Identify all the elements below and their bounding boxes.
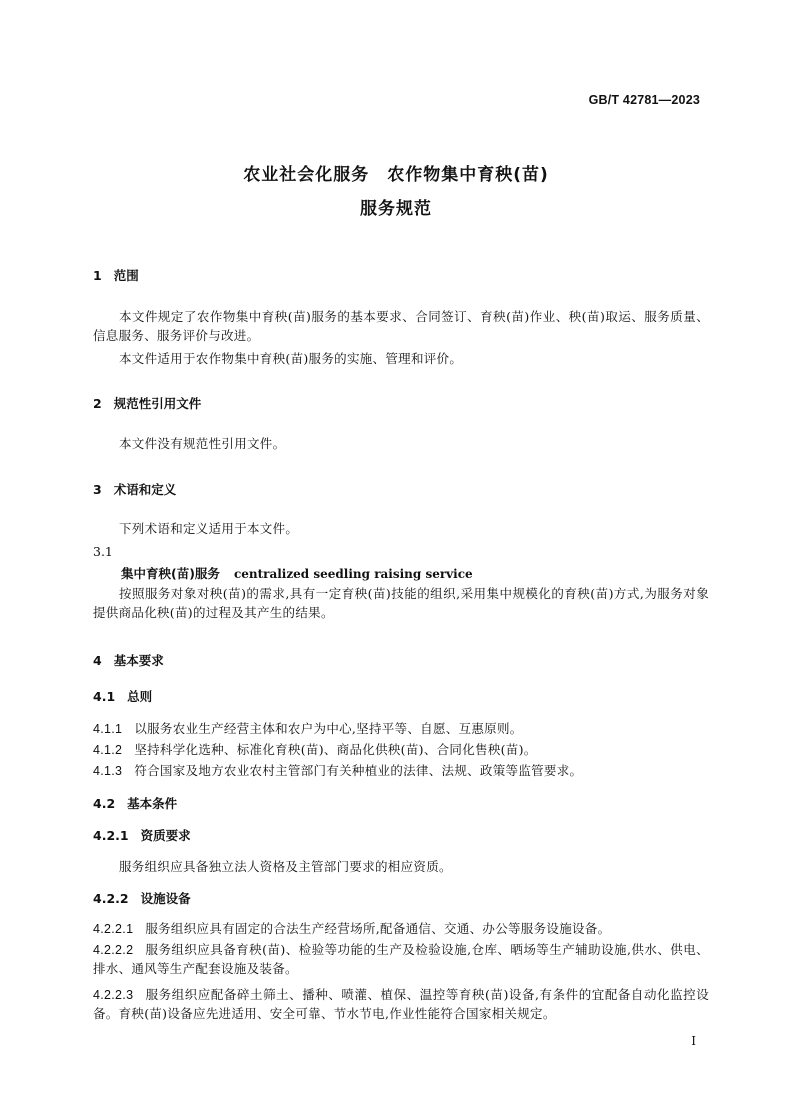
section-number: 2 bbox=[93, 396, 102, 411]
term-entry bbox=[121, 565, 473, 584]
section-title: 基本要求 bbox=[113, 653, 164, 668]
section-title: 设施设备 bbox=[140, 891, 191, 906]
section-3-paragraph-1: 下列术语和定义适用于本文件。 bbox=[119, 521, 299, 536]
clause-number: 4.1.1 bbox=[93, 722, 123, 736]
clause-4-2-2-1 bbox=[93, 920, 709, 939]
clause-text: 服务组织应配备碎土筛土、播种、喷灌、植保、温控等育秧(苗)设备,有条件的宜配备自动化监控设备。育秧(苗)设备应先进适用、安全可靠、节水节电,作业性能符合国家相关规定。 bbox=[93, 987, 709, 1021]
clause-text: 坚持科学化选种、标准化育秧(苗)、商品化供秧(苗)、合同化售秧(苗)。 bbox=[134, 742, 537, 757]
clause-text: 符合国家及地方农业农村主管部门有关种植业的法律、法规、政策等监管要求。 bbox=[134, 763, 583, 778]
term-definition: 按照服务对象对秧(苗)的需求,具有一定育秧(苗)技能的组织,采用集中规模化的育秧(苗)方式,为服务对象提供商品化秧(苗)的过程及其产生的结果。 bbox=[93, 586, 709, 620]
section-title: 术语和定义 bbox=[113, 482, 177, 497]
document-title-line2: 服务规范 bbox=[360, 199, 432, 219]
section-number: 4.2 bbox=[93, 796, 116, 811]
section-4-2-1-paragraph: 服务组织应具备独立法人资格及主管部门要求的相应资质。 bbox=[119, 859, 452, 874]
section-4-2-1-heading bbox=[93, 827, 191, 846]
section-number: 3 bbox=[93, 482, 102, 497]
section-3-heading bbox=[93, 481, 176, 500]
section-title: 规范性引用文件 bbox=[113, 396, 202, 411]
clause-number: 4.2.2.1 bbox=[93, 922, 134, 936]
term-english: centralized seedling raising service bbox=[233, 567, 473, 581]
clause-4-1-3 bbox=[93, 762, 709, 781]
section-4-2-2-heading bbox=[93, 890, 191, 909]
page-number: I bbox=[691, 1034, 696, 1048]
clause-4-2-2-2 bbox=[93, 941, 709, 979]
clause-4-1-2 bbox=[93, 741, 709, 760]
section-title: 范围 bbox=[113, 268, 139, 283]
clause-4-1-1 bbox=[93, 720, 709, 739]
section-number: 4 bbox=[93, 653, 102, 668]
term-chinese: 集中育秧(苗)服务 bbox=[121, 566, 220, 581]
clause-number: 4.2.2.2 bbox=[93, 943, 134, 957]
section-title: 基本条件 bbox=[127, 796, 178, 811]
section-2-heading bbox=[93, 395, 201, 414]
section-title: 资质要求 bbox=[140, 828, 191, 843]
section-number: 4.1 bbox=[93, 689, 116, 704]
section-number: 4.2.2 bbox=[93, 891, 129, 906]
section-4-heading bbox=[93, 652, 164, 671]
section-2-paragraph-1: 本文件没有规范性引用文件。 bbox=[119, 436, 286, 451]
clause-number: 4.1.2 bbox=[93, 743, 123, 757]
section-1-paragraph-1: 本文件规定了农作物集中育秧(苗)服务的基本要求、合同签订、育秧(苗)作业、秧(苗)取运、服务质量、信息服务、服务评价与改进。 bbox=[93, 309, 709, 343]
section-title: 总则 bbox=[127, 689, 153, 704]
clause-text: 以服务农业生产经营主体和农户为中心,坚持平等、自愿、互惠原则。 bbox=[134, 721, 523, 736]
clause-number: 4.1.3 bbox=[93, 764, 123, 778]
section-number: 4.2.1 bbox=[93, 828, 129, 843]
section-1-heading bbox=[93, 267, 139, 286]
section-4-1-heading bbox=[93, 688, 152, 707]
document-title-line1: 农业社会化服务 农作物集中育秧(苗) bbox=[243, 165, 549, 185]
term-number: 3.1 bbox=[93, 544, 113, 559]
clause-number: 4.2.2.3 bbox=[93, 988, 134, 1002]
section-4-2-heading bbox=[93, 795, 177, 814]
section-1-paragraph-2: 本文件适用于农作物集中育秧(苗)服务的实施、管理和评价。 bbox=[119, 351, 463, 366]
clause-4-2-2-3 bbox=[93, 986, 709, 1024]
standard-number: GB/T 42781—2023 bbox=[588, 93, 700, 107]
clause-text: 服务组织应具有固定的合法生产经营场所,配备通信、交通、办公等服务设施设备。 bbox=[145, 921, 611, 936]
clause-text: 服务组织应具备育秧(苗)、检验等功能的生产及检验设施,仓库、晒场等生产辅助设施,供水、供电、排水、通风等生产配套设施及装备。 bbox=[93, 942, 709, 976]
section-number: 1 bbox=[93, 268, 102, 283]
